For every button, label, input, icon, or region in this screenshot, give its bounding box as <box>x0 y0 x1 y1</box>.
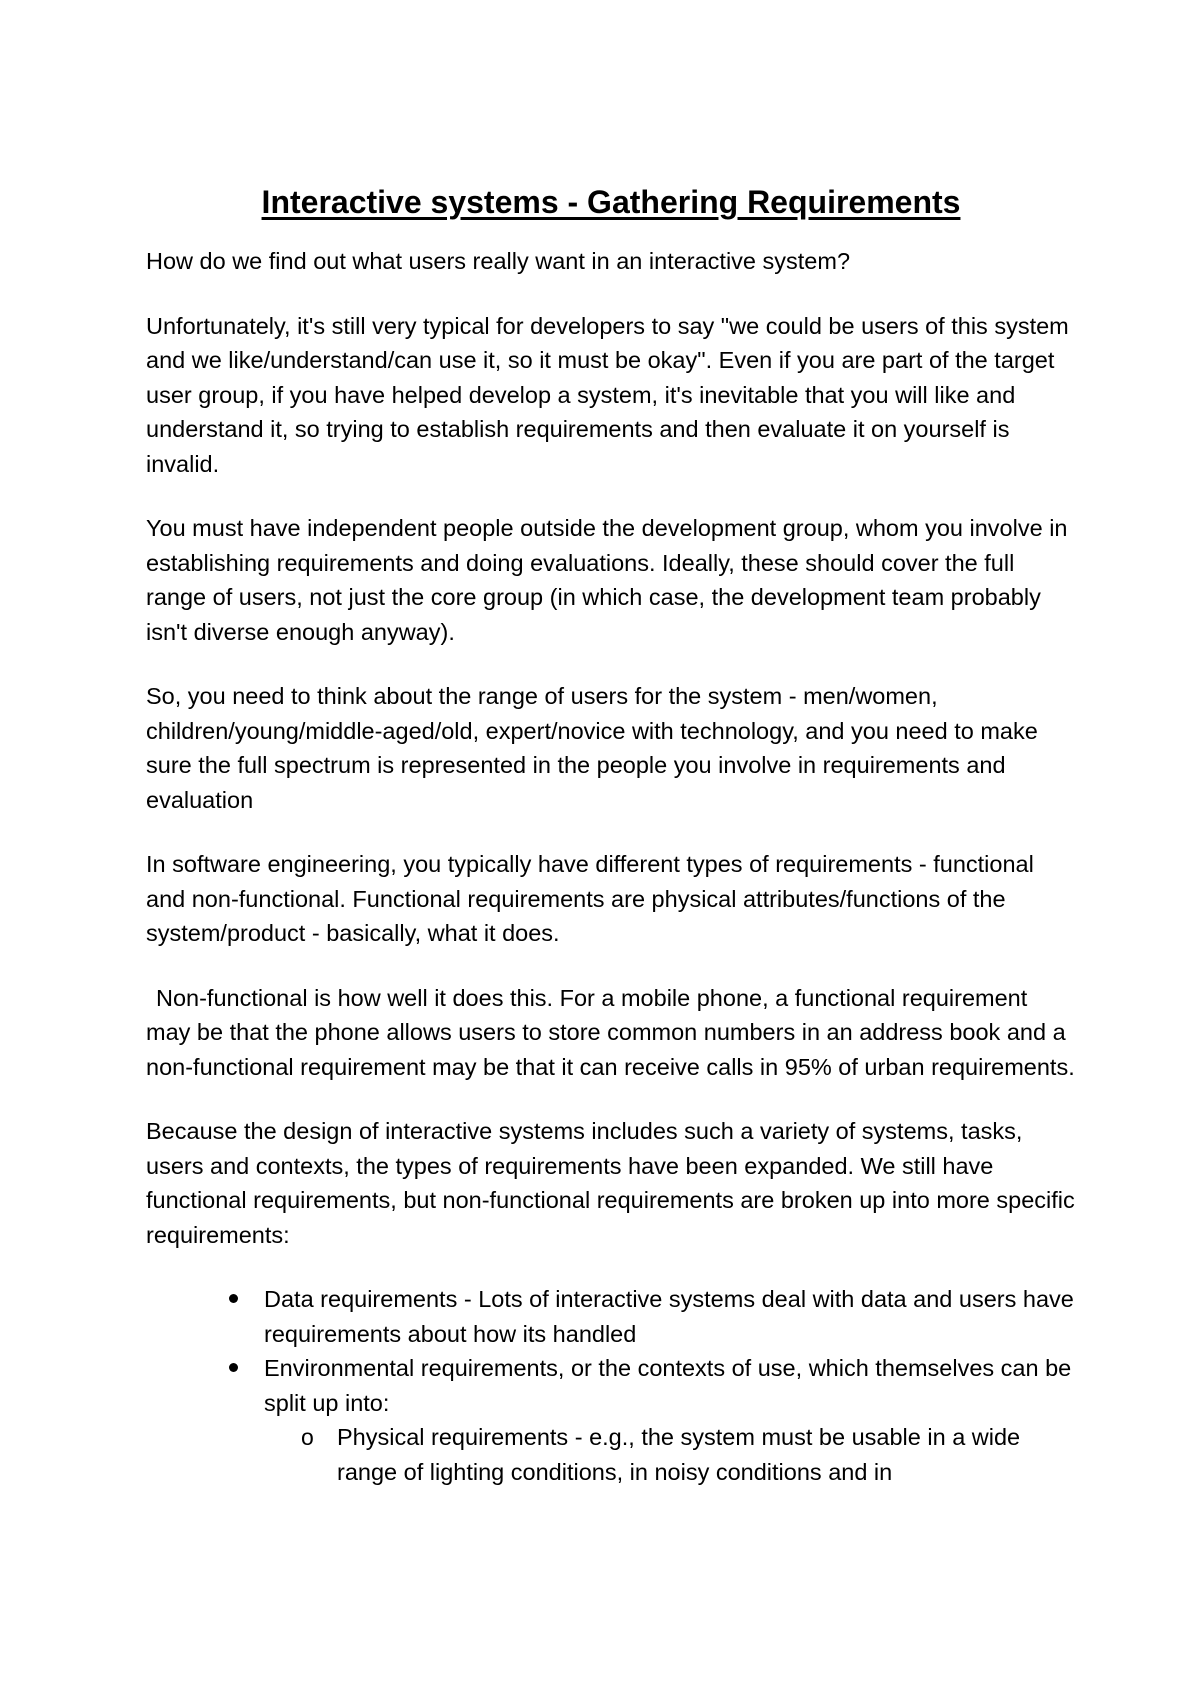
bullet-text: Environmental requirements, or the contexts of use, which themselves can be split up into: <box>264 1355 1072 1416</box>
paragraph-expanded-requirements: Because the design of interactive systems includes such a variety of systems, tasks, users and contexts, the types of requirements have been expanded. We still have functional requirements, but non-functional requirements are broken up into more specific requirements: <box>146 1118 1075 1248</box>
bullet-text: Data requirements - Lots of interactive systems deal with data and users have requirements about how its handled <box>264 1286 1074 1347</box>
paragraph-non-functional: Non-functional is how well it does this. For a mobile phone, a functional requirement may be that the phone allows users to store common numbers in an address book and a non-functional requirement may be that it can receive calls in 95% of urban requirements. <box>146 984 1075 1080</box>
paragraph-range-of-users: So, you need to think about the range of users for the system - men/women, children/young/middle-aged/old, expert/novice with technology, and you need to make sure the full spectrum is represented in the people you involve in requirements and evaluation <box>146 683 1038 813</box>
document-title: Interactive systems - Gathering Requirements <box>261 184 961 220</box>
bullet-environmental-requirements <box>264 1351 1076 1489</box>
bullet-data-requirements <box>264 1282 1076 1351</box>
paragraph-developers-bias: Unfortunately, it's still very typical for developers to say "we could be users of this system and we like/understand/can use it, so it must be okay". Even if you are part of the target user group, if you have helped develop a system, it's inevitable that you will like and understand it, so trying to establish requirements and then evaluate it on yourself is invalid. <box>146 312 1069 477</box>
paragraph-requirement-types: In software engineering, you typically have different types of requirements - functional and non-functional. Functional requirements are physical attributes/functions of the system/product - basically, what it does. <box>146 851 1034 946</box>
requirements-bullet-list <box>146 1282 1076 1489</box>
document-body <box>146 180 1076 1489</box>
paragraph-independent-people: You must have independent people outside the development group, whom you involve in establishing requirements and doing evaluations. Ideally, these should cover the full range of users, not just the core group (in which case, the development team probably isn't diverse enough anyway). <box>146 515 1068 645</box>
paragraph-intro-question: How do we find out what users really want in an interactive system? <box>146 248 851 274</box>
sub-bullet-physical-requirements <box>337 1420 1076 1489</box>
environmental-sub-list <box>264 1420 1076 1489</box>
sub-bullet-text: Physical requirements - e.g., the system must be usable in a wide range of lighting conditions, in noisy conditions and in <box>337 1424 1021 1485</box>
